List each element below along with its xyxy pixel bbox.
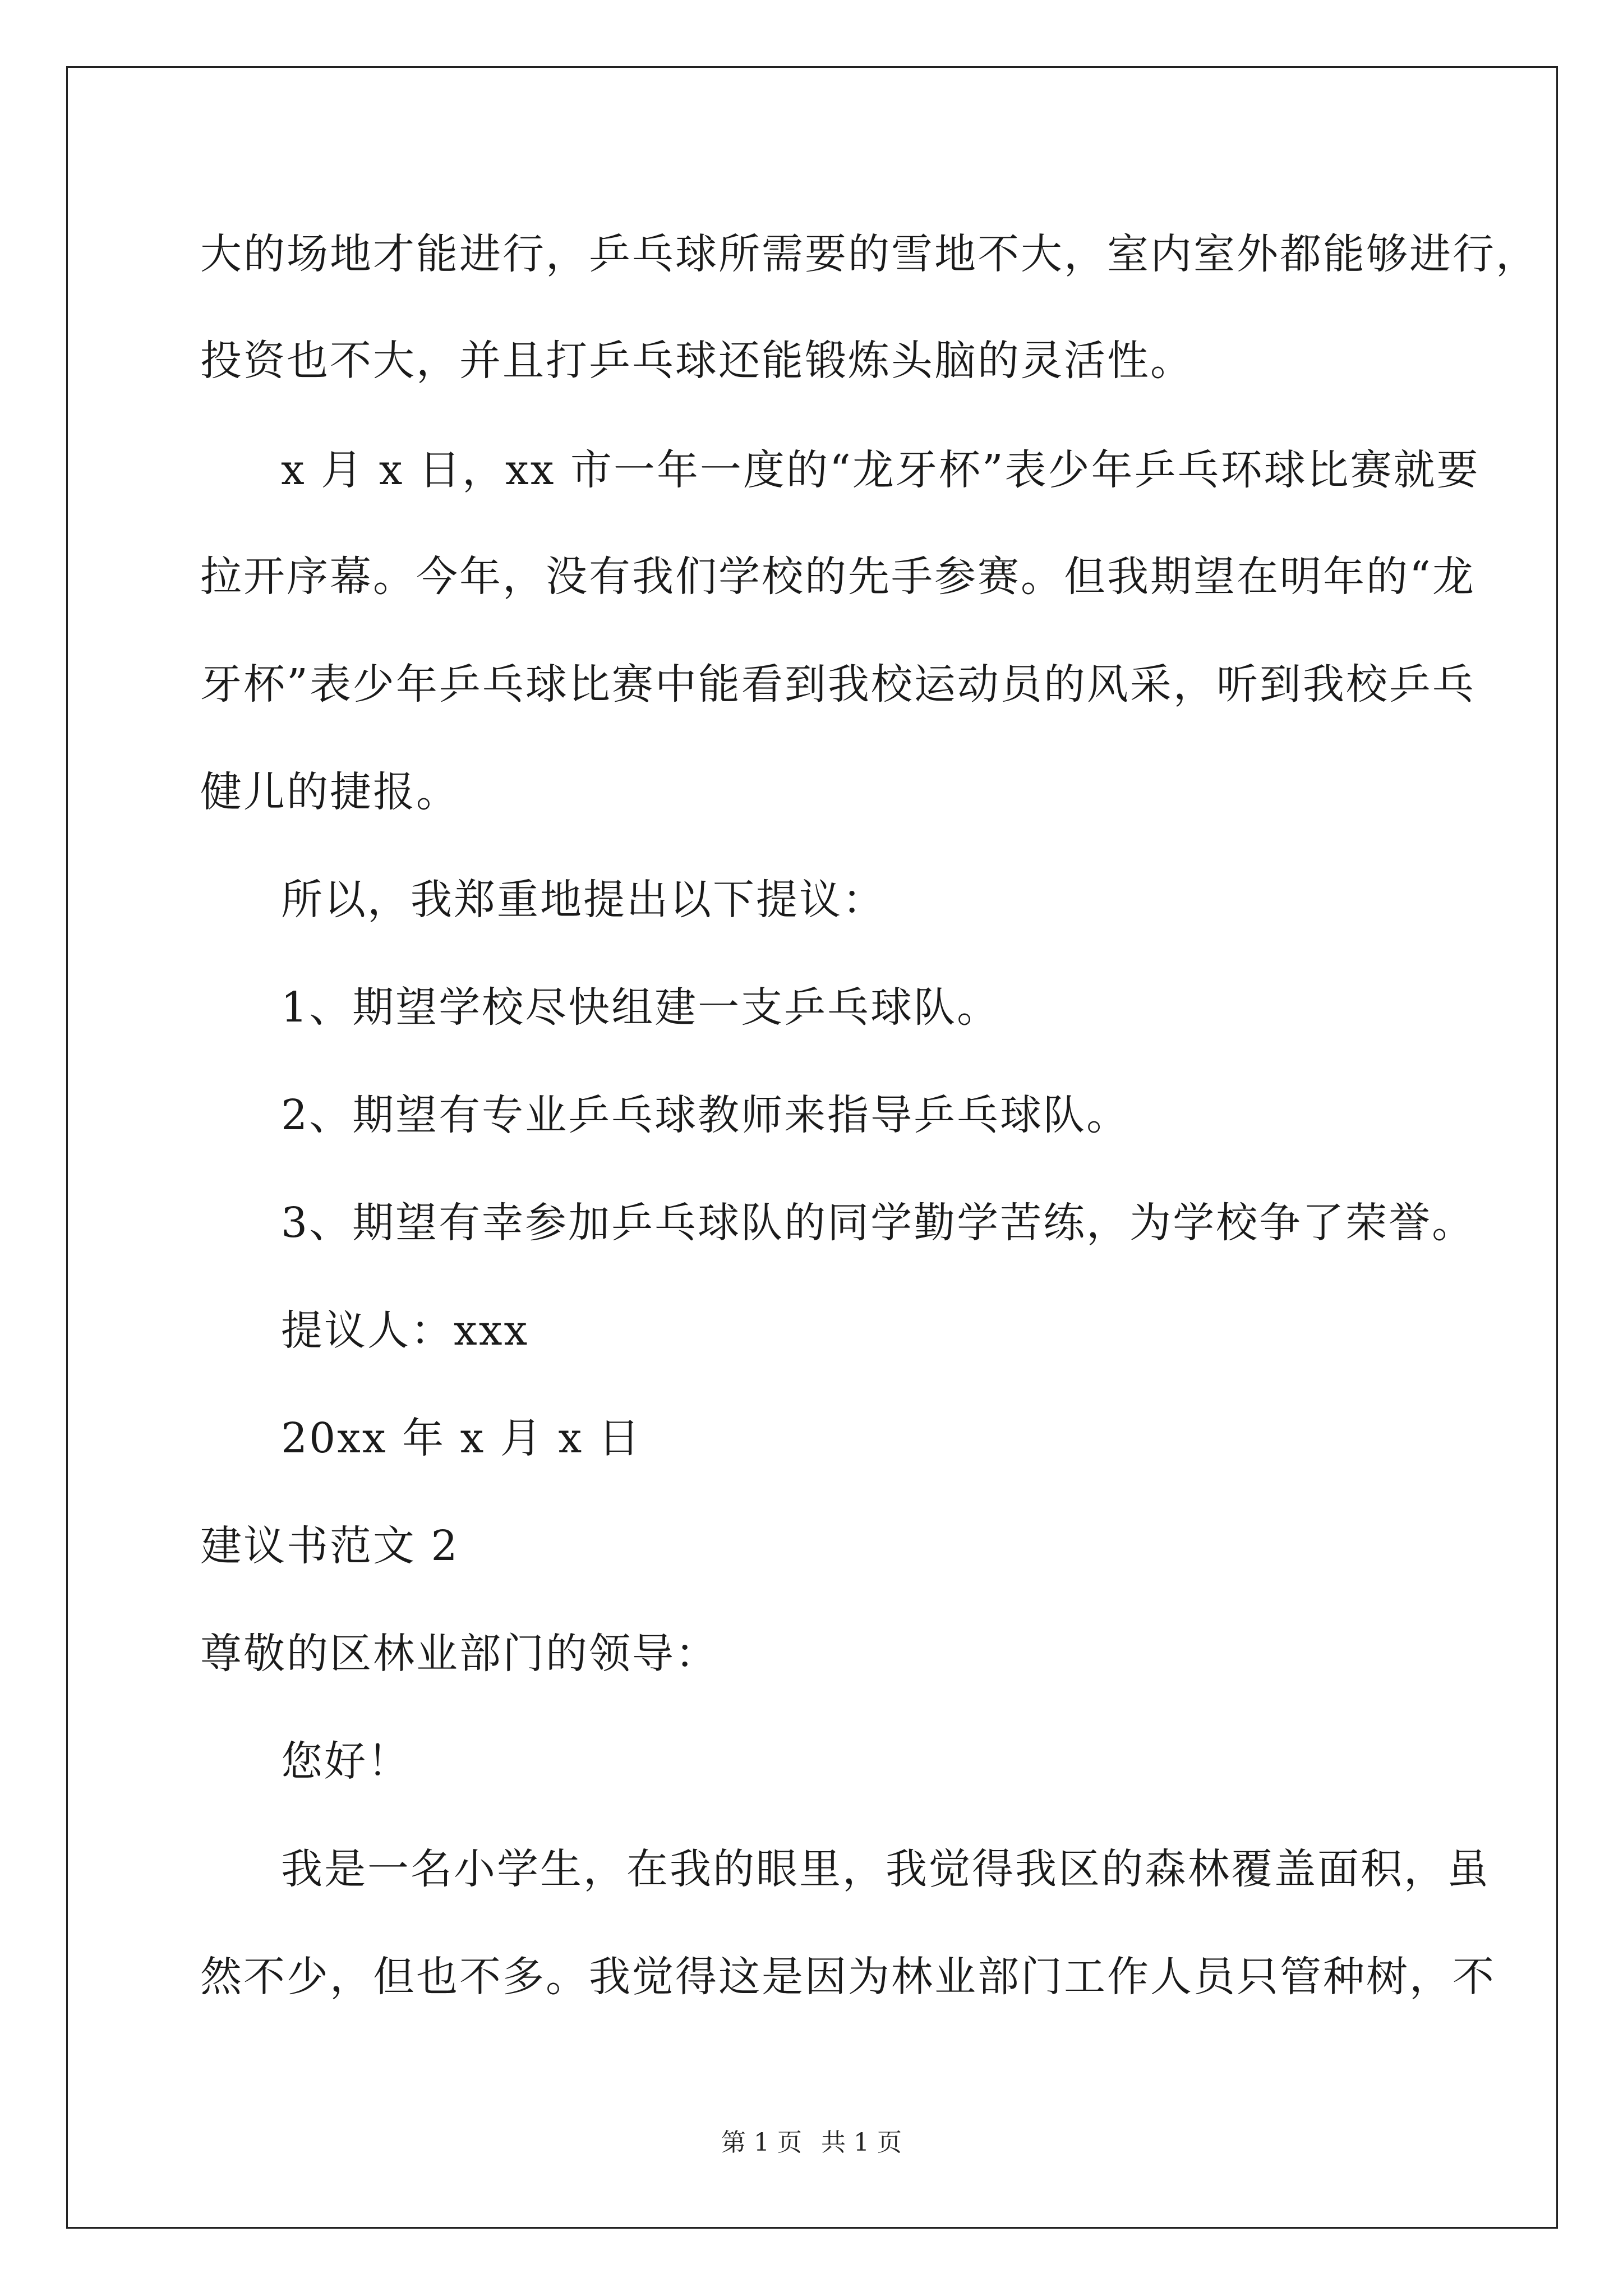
list-item: 1、期望学校尽快组建一支乒乓球队。: [281, 983, 1000, 1032]
page-border: [66, 66, 1558, 2229]
list-item: 2、期望有专业乒乓球教师来指导乒乓球队。: [281, 1091, 1130, 1139]
page-number: 第 1 页: [721, 2128, 802, 2157]
paragraph-line: 然不少，但也不多。我觉得这是因为林业部门工作人员只管种树，不: [200, 1953, 1496, 2001]
list-item: 3、期望有幸参加乒乓球队的同学勤学苦练，为学校争了荣誉。: [281, 1199, 1476, 1247]
paragraph-line: 拉开序幕。今年，没有我们学校的先手参赛。但我期望在明年的“龙: [200, 553, 1476, 601]
date-line: 20xx 年 x 月 x 日: [281, 1414, 642, 1462]
paragraph-line: 大的场地才能进行，乒乓球所需要的雪地不大，室内室外都能够进行，: [200, 230, 1539, 278]
salutation: 尊敬的区林业部门的领导：: [200, 1630, 718, 1678]
page-total: 共 1 页: [821, 2128, 902, 2157]
paragraph-line: 健儿的捷报。: [200, 768, 459, 816]
greeting: 您好！: [281, 1737, 411, 1786]
page-footer: [0, 2126, 1623, 2160]
signature-line: 提议人：xxx: [281, 1306, 529, 1355]
paragraph-line: 所以，我郑重地提出以下提议：: [281, 876, 886, 924]
paragraph-line: x 月 x 日，xx 市一年一度的“龙牙杯”表少年乒乓环球比赛就要: [281, 446, 1480, 494]
paragraph-line: 投资也不大，并且打乒乓球还能锻炼头脑的灵活性。: [200, 337, 1193, 385]
paragraph-line: 牙杯”表少年乒乓球比赛中能看到我校运动员的风采，听到我校乒乓: [200, 660, 1476, 708]
section-title: 建议书范文 2: [200, 1522, 459, 1570]
paragraph-line: 我是一名小学生，在我的眼里，我觉得我区的森林覆盖面积，虽: [281, 1845, 1490, 1893]
